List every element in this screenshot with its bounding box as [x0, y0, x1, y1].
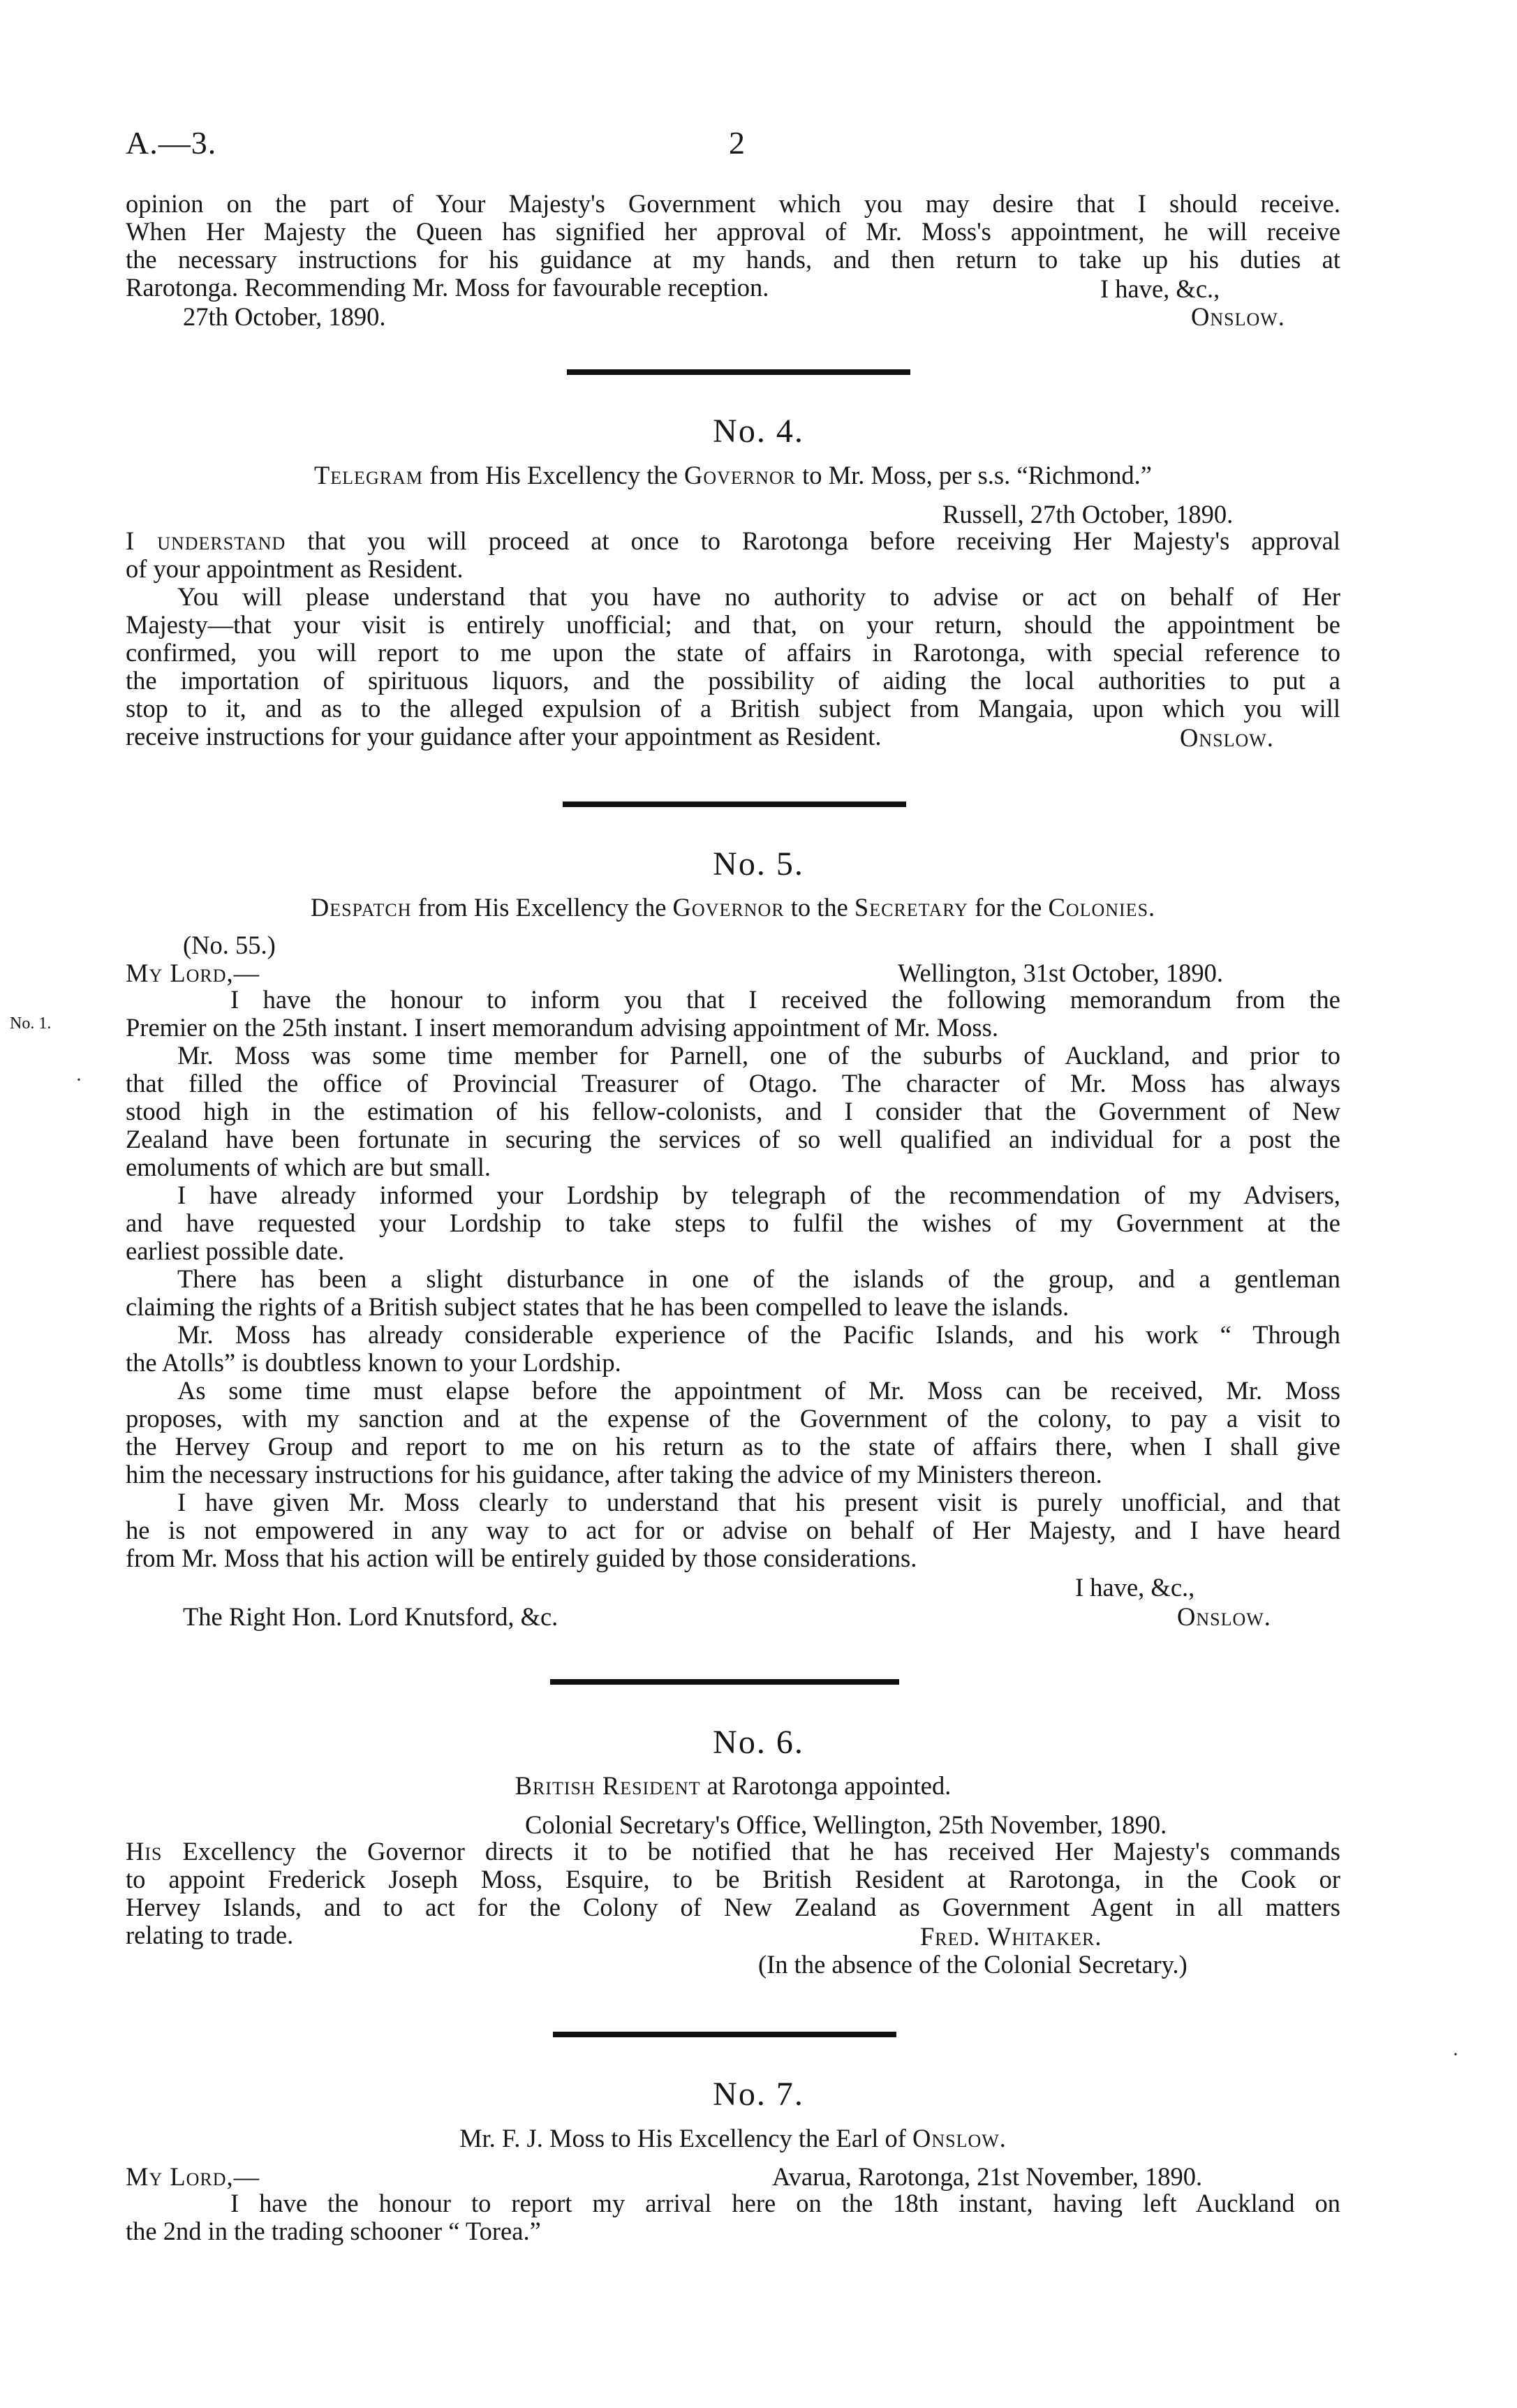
no6-line1: Excellency the Governor directs it to be notified that he has received Her Majesty's commands: [182, 1837, 1341, 1866]
no5-line: the Atolls” is doubtless known to your Lordship.: [126, 1348, 621, 1377]
no5-line: claiming the rights of a British subject states that he has been compelled to leave the islands.: [126, 1292, 1070, 1321]
no5-line: that filled the office of Provincial Treasurer of Otago. The character of Mr. Moss has always: [126, 1069, 1340, 1098]
no7-title: [126, 2123, 1340, 2153]
no6-title-b: at Rarotonga appointed.: [706, 1771, 952, 1800]
no5-line: from Mr. Moss that his action will be entirely guided by those considerations.: [126, 1544, 917, 1572]
no4-line: confirmed, you will report to me upon the state of affairs in Rarotonga, with special reference to: [126, 638, 1340, 667]
no5-line: Mr. Moss was some time member for Parnell, one of the suburbs of Auckland, and prior to: [177, 1041, 1340, 1070]
no7-salutation: [126, 2162, 260, 2192]
no4-title-governor: Governor: [683, 461, 797, 489]
intro-closing: I have, &c.,: [1100, 274, 1220, 303]
no5-body: [126, 986, 1340, 1572]
no5-reference: (No. 55.): [183, 931, 276, 959]
no6-place-date: Colonial Secretary's Office, Wellington, 25th November, 1890.: [525, 1810, 1167, 1839]
section-heading-no6: No. 6.: [713, 1724, 804, 1761]
no6-opening-caps: His: [126, 1837, 163, 1866]
section-divider: [550, 1679, 899, 1685]
no6-body: [126, 1838, 1340, 1949]
no4-line: Majesty—that your visit is entirely unofficial; and that, on your return, should the appointment be: [126, 610, 1340, 639]
no5-addressee: The Right Hon. Lord Knutsford, &c.: [183, 1602, 558, 1631]
intro-line: opinion on the part of Your Majesty's Government which you may desire that I should receive.: [126, 189, 1340, 218]
intro-line: Rarotonga. Recommending Mr. Moss for favourable reception.: [126, 273, 769, 302]
no4-p1-line1: that you will proceed at once to Rarotonga before receiving Her Majesty's approval: [307, 526, 1341, 555]
section-divider: [553, 2032, 896, 2037]
no4-line: of your appointment as Resident.: [126, 554, 464, 583]
no5-line: Mr. Moss has already considerable experience of the Pacific Islands, and his work “ Through: [177, 1320, 1340, 1349]
no7-salutation-text: My Lord,—: [126, 2162, 260, 2191]
no4-opening-caps: I understand: [126, 526, 286, 555]
intro-signature: Onslow.: [1191, 302, 1285, 331]
no5-title-lead: Despatch: [310, 893, 412, 922]
no5-line: he is not empowered in any way to act for or advise on behalf of Her Majesty, and I have heard: [126, 1516, 1340, 1544]
no4-title-rest: from His Excellency the: [429, 461, 678, 489]
no5-title: [126, 892, 1340, 922]
no7-title-a: Mr. F. J. Moss to His Excellency the Earl of: [459, 2124, 906, 2152]
no5-line: the Hervey Group and report to me on his return as to the state of affairs there, when I shall give: [126, 1432, 1340, 1461]
no7-body: [126, 2189, 1340, 2245]
section-divider: [563, 802, 906, 807]
no4-line: receive instructions for your guidance after your appointment as Resident.: [126, 722, 882, 751]
paper-code: A.—3.: [126, 125, 217, 161]
no5-line: I have given Mr. Moss clearly to understand that his present visit is purely unofficial, and that: [177, 1488, 1340, 1516]
no6-note: (In the absence of the Colonial Secretary.): [758, 1950, 1187, 1979]
no6-line: relating to trade.: [126, 1921, 294, 1949]
section-heading-no5: No. 5.: [713, 845, 804, 882]
intro-date: 27th October, 1890.: [183, 302, 386, 331]
no5-line: stood high in the estimation of his fellow-colonists, and I consider that the Government of New: [126, 1097, 1340, 1125]
section-divider: [567, 369, 910, 375]
no5-line: Premier on the 25th instant. I insert memorandum advising appointment of Mr. Moss.: [126, 1013, 998, 1042]
speck-mark: ·: [75, 1068, 82, 1091]
no5-title-colonies: Colonies.: [1048, 893, 1156, 922]
intro-line: the necessary instructions for his guidance at my hands, and then return to take up his duties at: [126, 245, 1340, 274]
no5-salutation-text: My Lord,—: [126, 959, 260, 987]
section-heading-no7: No. 7.: [713, 2076, 804, 2113]
no7-line: I have the honour to report my arrival here on the 18th instant, having left Auckland on: [230, 2189, 1340, 2217]
no5-line: proposes, with my sanction and at the expense of the Government of the colony, to pay a visit to: [126, 1404, 1340, 1433]
no6-title-a: British Resident: [515, 1771, 701, 1800]
no6-line: [126, 1838, 1340, 1866]
no4-line: You will please understand that you have no authority to advise or act on behalf of Her: [177, 582, 1340, 611]
no4-title: [126, 460, 1340, 490]
no6-title: [126, 1771, 1340, 1801]
no4-place-date: Russell, 27th October, 1890.: [942, 500, 1234, 529]
no6-line: to appoint Frederick Joseph Moss, Esquire, to be British Resident at Rarotonga, in the Cook or: [126, 1865, 1340, 1893]
margin-note: No. 1.: [10, 1014, 52, 1033]
no5-closing: I have, &c.,: [1075, 1573, 1195, 1602]
no7-place-date: Avarua, Rarotonga, 21st November, 1890.: [772, 2162, 1203, 2191]
no4-title-tail: to Mr. Moss, per s.s. “Richmond.”: [802, 461, 1152, 489]
no4-title-lead: Telegram: [314, 461, 423, 489]
no4-body: [126, 527, 1340, 751]
no6-signature: Fred. Whitaker.: [920, 1922, 1102, 1951]
no5-place-date: Wellington, 31st October, 1890.: [898, 959, 1223, 987]
page-number: 2: [729, 125, 745, 161]
no5-signature: Onslow.: [1177, 1602, 1271, 1631]
no4-signature: Onslow.: [1180, 723, 1274, 752]
no6-line: Hervey Islands, and to act for the Colony of New Zealand as Government Agent in all matters: [126, 1893, 1340, 1921]
no4-line: [126, 527, 1340, 555]
no5-title-mid3: for the: [975, 893, 1042, 922]
speck-mark: ·: [1452, 2043, 1459, 2066]
no5-line: As some time must elapse before the appointment of Mr. Moss can be received, Mr. Moss: [177, 1376, 1340, 1405]
no5-line: I have already informed your Lordship by telegraph of the recommendation of my Advisers,: [177, 1181, 1340, 1209]
no5-line: emoluments of which are but small.: [126, 1153, 491, 1181]
no4-line: stop to it, and as to the alleged expulsion of a British subject from Mangaia, upon which you will: [126, 694, 1340, 723]
no5-title-secretary: Secretary: [854, 893, 968, 922]
no7-title-b: Onslow.: [912, 2124, 1007, 2152]
no5-line: and have requested your Lordship to take steps to fulfil the wishes of my Government at the: [126, 1209, 1340, 1237]
no5-salutation: [126, 958, 260, 988]
no7-line: the 2nd in the trading schooner “ Torea.”: [126, 2217, 541, 2245]
no5-line: him the necessary instructions for his guidance, after taking the advice of my Ministers thereon.: [126, 1460, 1102, 1489]
no5-line: Zealand have been fortunate in securing the services of so well qualified an individual for a post the: [126, 1125, 1340, 1153]
no5-title-mid1: from His Excellency the: [417, 893, 667, 922]
section-heading-no4: No. 4.: [713, 413, 804, 450]
no5-line: I have the honour to inform you that I received the following memorandum from the: [230, 985, 1340, 1014]
intro-line: When Her Majesty the Queen has signified her approval of Mr. Moss's appointment, he will receive: [126, 217, 1340, 246]
no5-title-mid2: to the: [790, 893, 848, 922]
no4-line: the importation of spirituous liquors, and the possibility of aiding the local authorities to put a: [126, 666, 1340, 695]
no5-line: earliest possible date.: [126, 1236, 345, 1265]
no5-title-governor: Governor: [672, 893, 785, 922]
no5-line: There has been a slight disturbance in one of the islands of the group, and a gentleman: [177, 1264, 1340, 1293]
